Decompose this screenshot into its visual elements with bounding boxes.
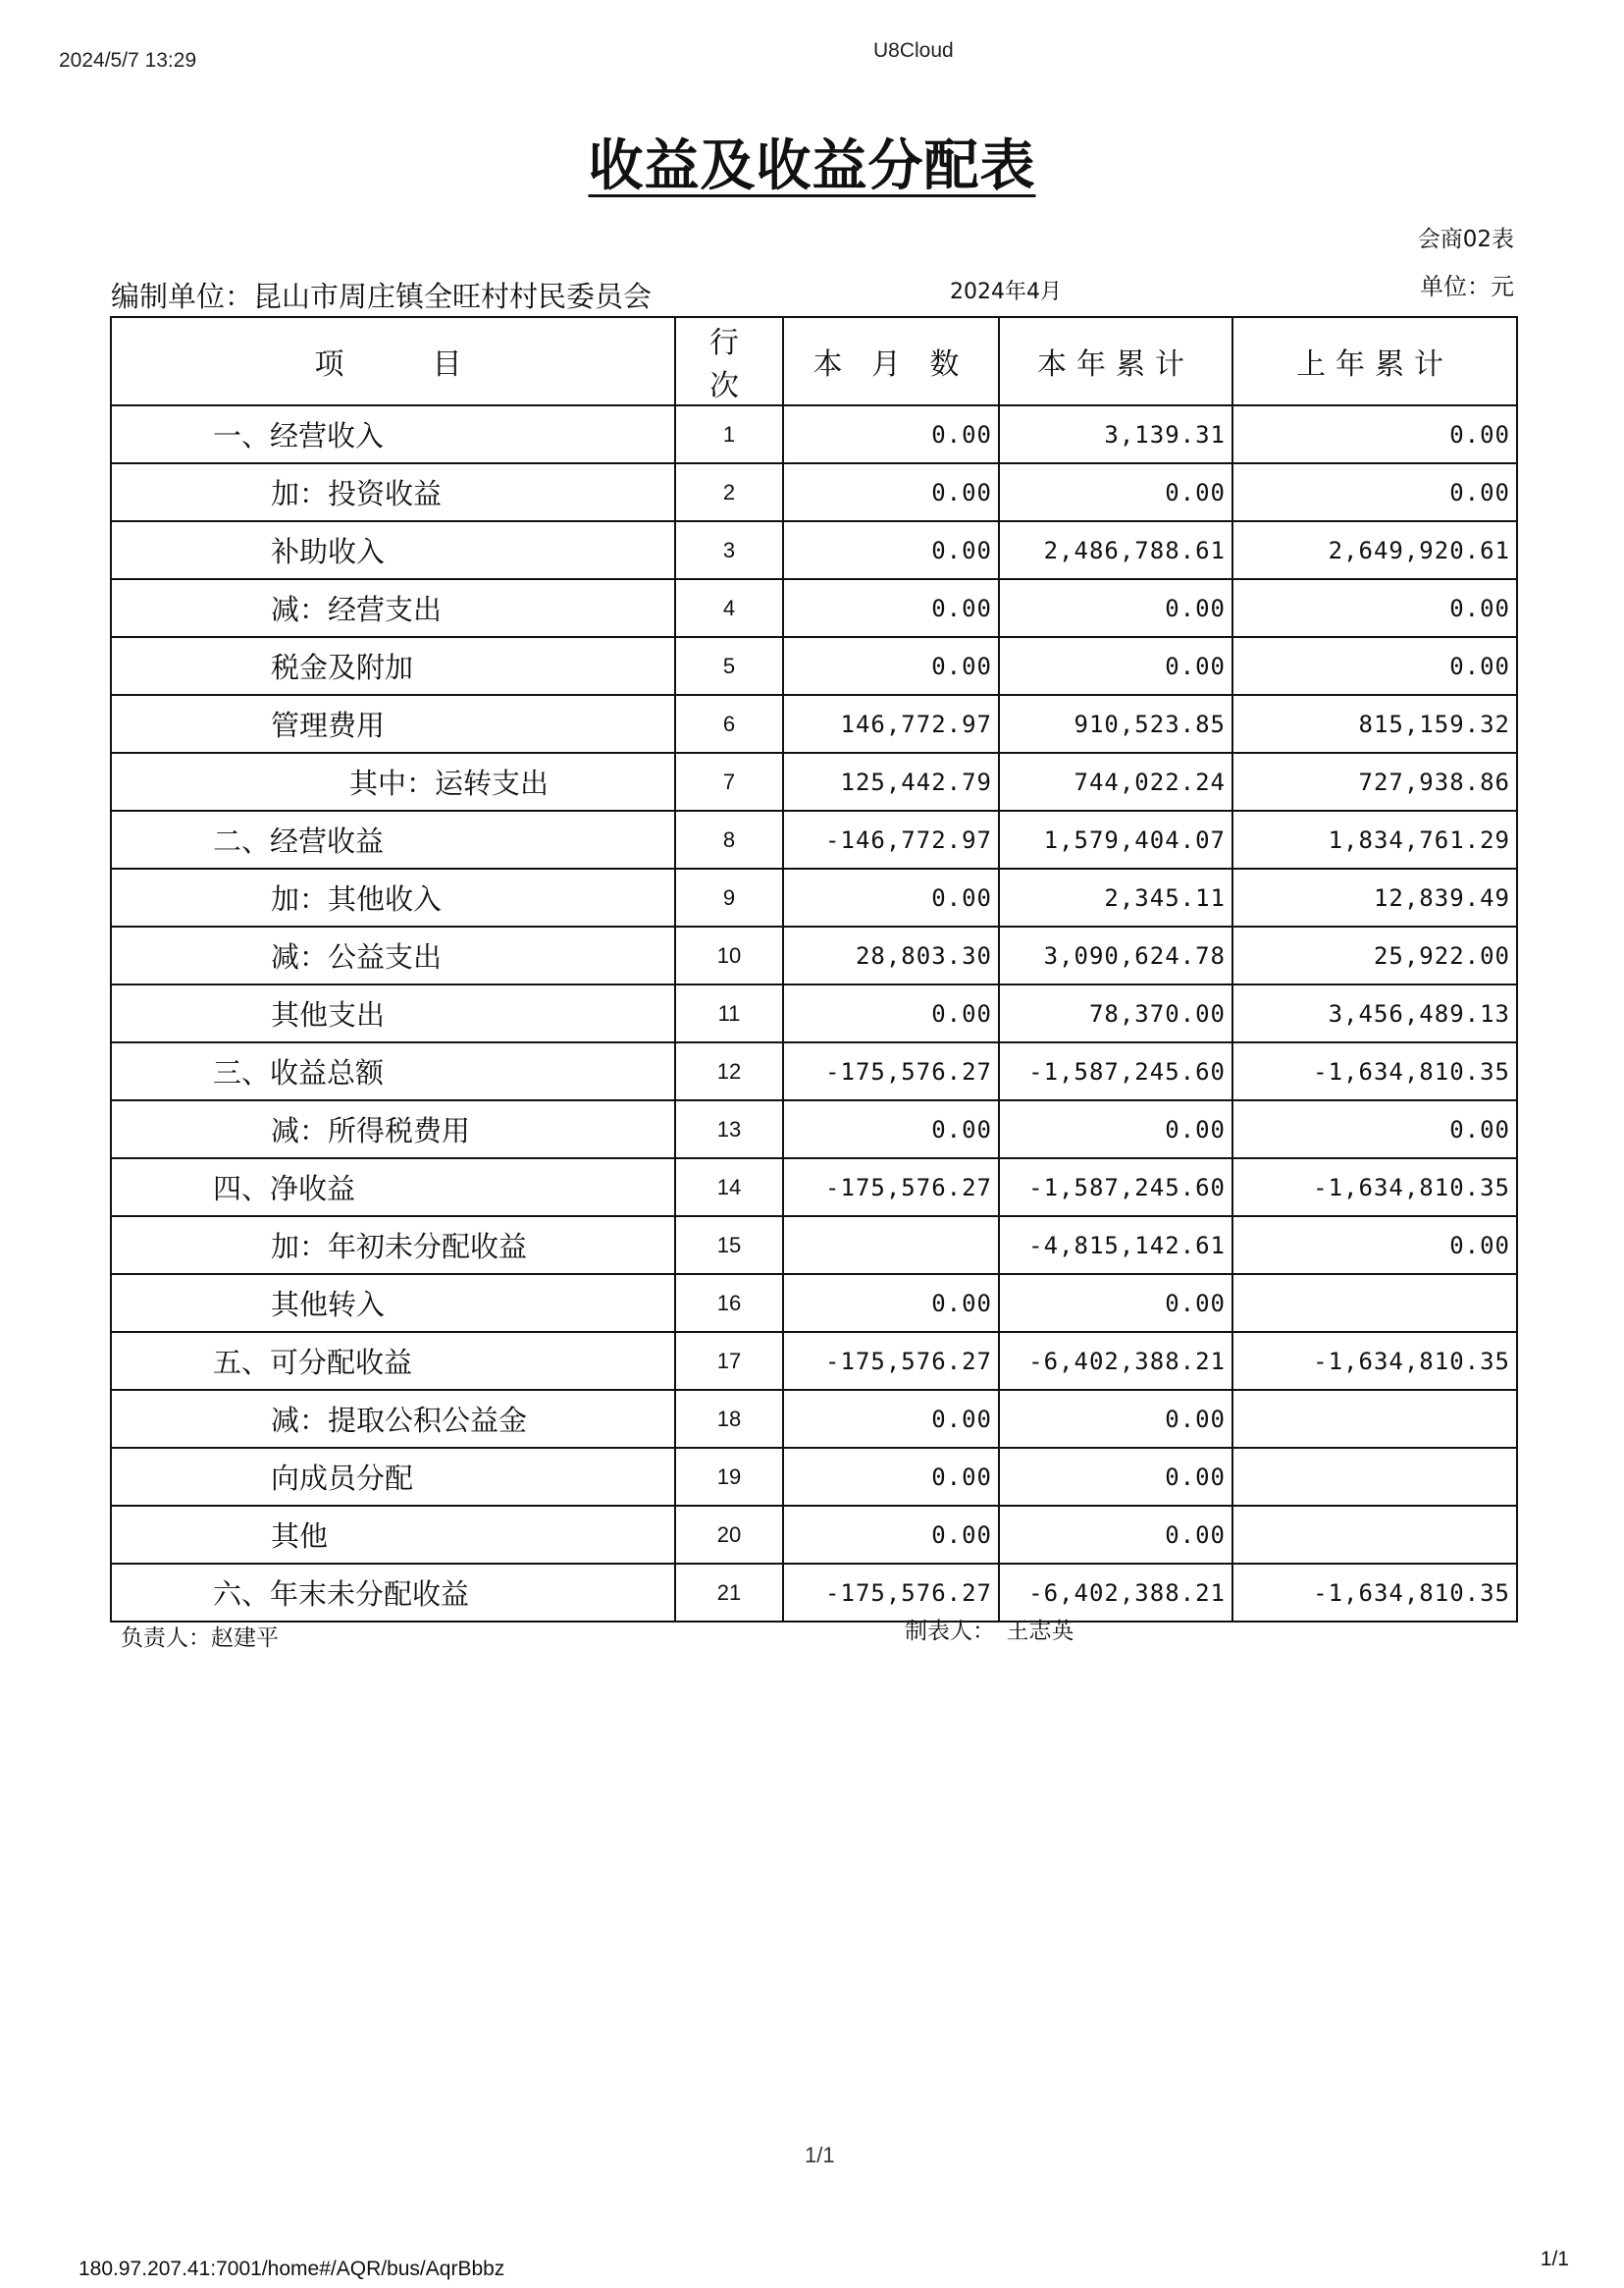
preparer: 制表人： 王志英 (905, 1619, 1074, 1644)
row-month-value: 125,442.79 (783, 753, 999, 811)
row-prev-year-value: 2,649,920.61 (1232, 521, 1517, 579)
row-month-value: 0.00 (783, 984, 999, 1042)
row-ytd-value: 0.00 (999, 579, 1232, 637)
row-item-label: 管理费用 (111, 695, 675, 753)
row-item-label: 税金及附加 (111, 637, 675, 695)
table-row (111, 1100, 1517, 1158)
row-line-number: 17 (675, 1332, 783, 1390)
row-month-value: -146,772.97 (783, 811, 999, 869)
row-ytd-value: 2,486,788.61 (999, 521, 1232, 579)
row-prev-year-value: -1,634,810.35 (1232, 1564, 1517, 1622)
row-month-value: 0.00 (783, 637, 999, 695)
row-item-label: 减：公益支出 (111, 927, 675, 984)
row-month-value: -175,576.27 (783, 1042, 999, 1100)
row-month-value: 0.00 (783, 579, 999, 637)
row-item-label: 其他转入 (111, 1274, 675, 1332)
row-line-number: 11 (675, 984, 783, 1042)
responsible-person: 负责人：赵建平 (121, 1625, 279, 1651)
row-line-number: 1 (675, 405, 783, 463)
table-row (111, 637, 1517, 695)
row-ytd-value: 0.00 (999, 1506, 1232, 1564)
table-row (111, 405, 1517, 463)
table-row (111, 753, 1517, 811)
row-prev-year-value: 0.00 (1232, 463, 1517, 521)
row-month-value: 0.00 (783, 463, 999, 521)
table-row (111, 1448, 1517, 1506)
row-ytd-value: 910,523.85 (999, 695, 1232, 753)
table-row (111, 695, 1517, 753)
row-item-label: 四、净收益 (111, 1158, 675, 1216)
column-header-month: 本 月 数 (783, 317, 999, 405)
row-month-value: 0.00 (783, 1390, 999, 1448)
row-item-label: 一、经营收入 (111, 405, 675, 463)
row-ytd-value: 0.00 (999, 1390, 1232, 1448)
row-prev-year-value: 0.00 (1232, 637, 1517, 695)
column-header-item: 项 目 (111, 317, 675, 405)
table-row (111, 927, 1517, 984)
row-ytd-value: 3,139.31 (999, 405, 1232, 463)
row-ytd-value: -6,402,388.21 (999, 1332, 1232, 1390)
row-line-number: 20 (675, 1506, 783, 1564)
column-header-ytd: 本年累计 (999, 317, 1232, 405)
row-line-number: 9 (675, 869, 783, 927)
row-item-label: 加：年初未分配收益 (111, 1216, 675, 1274)
row-line-number: 6 (675, 695, 783, 753)
row-line-number: 21 (675, 1564, 783, 1622)
form-code: 会商02表 (1417, 227, 1514, 252)
organization-label: 编制单位：昆山市周庄镇全旺村村民委员会 (111, 280, 653, 313)
row-prev-year-value: -1,634,810.35 (1232, 1042, 1517, 1100)
row-prev-year-value: 727,938.86 (1232, 753, 1517, 811)
row-item-label: 加：其他收入 (111, 869, 675, 927)
row-ytd-value: 1,579,404.07 (999, 811, 1232, 869)
row-item-label: 补助收入 (111, 521, 675, 579)
row-item-label: 向成员分配 (111, 1448, 675, 1506)
print-timestamp: 2024/5/7 13:29 (59, 49, 197, 72)
row-prev-year-value (1232, 1390, 1517, 1448)
row-line-number: 12 (675, 1042, 783, 1100)
row-prev-year-value: 0.00 (1232, 579, 1517, 637)
row-item-label: 减：所得税费用 (111, 1100, 675, 1158)
row-line-number: 13 (675, 1100, 783, 1158)
row-prev-year-value (1232, 1506, 1517, 1564)
row-item-label: 加：投资收益 (111, 463, 675, 521)
row-item-label: 其他支出 (111, 984, 675, 1042)
row-line-number: 7 (675, 753, 783, 811)
row-item-label: 其中：运转支出 (111, 753, 675, 811)
row-ytd-value: 0.00 (999, 1448, 1232, 1506)
row-ytd-value: 0.00 (999, 1100, 1232, 1158)
row-ytd-value: 0.00 (999, 463, 1232, 521)
table-row (111, 869, 1517, 927)
row-line-number: 18 (675, 1390, 783, 1448)
table-header-row (111, 317, 1517, 405)
print-url: 180.97.207.41:7001/home#/AQR/bus/AqrBbbz (79, 2258, 505, 2280)
table-row (111, 1506, 1517, 1564)
row-prev-year-value: 815,159.32 (1232, 695, 1517, 753)
row-line-number: 15 (675, 1216, 783, 1274)
table-row (111, 1390, 1517, 1448)
row-month-value: -175,576.27 (783, 1564, 999, 1622)
row-month-value: 0.00 (783, 521, 999, 579)
table-row (111, 579, 1517, 637)
row-month-value: 0.00 (783, 1448, 999, 1506)
column-header-prev-year: 上年累计 (1232, 317, 1517, 405)
row-month-value: 0.00 (783, 1506, 999, 1564)
row-item-label: 二、经营收益 (111, 811, 675, 869)
row-item-label: 其他 (111, 1506, 675, 1564)
currency-unit: 单位：元 (1420, 273, 1514, 300)
row-prev-year-value: 1,834,761.29 (1232, 811, 1517, 869)
table-body (111, 405, 1517, 1622)
report-title: 收益及收益分配表 (588, 134, 1036, 198)
row-ytd-value: 0.00 (999, 637, 1232, 695)
app-name: U8Cloud (873, 39, 954, 62)
row-item-label: 五、可分配收益 (111, 1332, 675, 1390)
row-line-number: 10 (675, 927, 783, 984)
row-prev-year-value: -1,634,810.35 (1232, 1158, 1517, 1216)
row-item-label: 减：提取公积公益金 (111, 1390, 675, 1448)
row-ytd-value: 78,370.00 (999, 984, 1232, 1042)
table-row (111, 1042, 1517, 1100)
row-prev-year-value: 0.00 (1232, 1100, 1517, 1158)
row-ytd-value: 744,022.24 (999, 753, 1232, 811)
table-row (111, 984, 1517, 1042)
row-month-value: 28,803.30 (783, 927, 999, 984)
row-prev-year-value: -1,634,810.35 (1232, 1332, 1517, 1390)
row-prev-year-value: 12,839.49 (1232, 869, 1517, 927)
row-item-label: 三、收益总额 (111, 1042, 675, 1100)
row-ytd-value: 2,345.11 (999, 869, 1232, 927)
row-line-number: 2 (675, 463, 783, 521)
table-row (111, 1216, 1517, 1274)
row-line-number: 16 (675, 1274, 783, 1332)
row-line-number: 19 (675, 1448, 783, 1506)
row-month-value: 0.00 (783, 405, 999, 463)
table-row (111, 811, 1517, 869)
page-corner-number: 1/1 (1540, 2248, 1569, 2270)
table-row (111, 1564, 1517, 1622)
table-row (111, 463, 1517, 521)
row-ytd-value: 3,090,624.78 (999, 927, 1232, 984)
row-line-number: 8 (675, 811, 783, 869)
row-line-number: 3 (675, 521, 783, 579)
row-prev-year-value (1232, 1448, 1517, 1506)
income-distribution-table (110, 316, 1516, 1623)
page-number: 1/1 (805, 2143, 835, 2167)
row-prev-year-value: 25,922.00 (1232, 927, 1517, 984)
row-prev-year-value (1232, 1274, 1517, 1332)
row-ytd-value: -6,402,388.21 (999, 1564, 1232, 1622)
report-period: 2024年4月 (950, 280, 1062, 304)
row-prev-year-value: 0.00 (1232, 405, 1517, 463)
row-month-value: -175,576.27 (783, 1332, 999, 1390)
row-month-value: -175,576.27 (783, 1158, 999, 1216)
row-month-value: 0.00 (783, 1274, 999, 1332)
row-line-number: 14 (675, 1158, 783, 1216)
row-ytd-value: -1,587,245.60 (999, 1158, 1232, 1216)
row-prev-year-value: 3,456,489.13 (1232, 984, 1517, 1042)
row-ytd-value: 0.00 (999, 1274, 1232, 1332)
row-item-label: 六、年末未分配收益 (111, 1564, 675, 1622)
row-month-value (783, 1216, 999, 1274)
table-row (111, 1332, 1517, 1390)
row-prev-year-value: 0.00 (1232, 1216, 1517, 1274)
row-ytd-value: -4,815,142.61 (999, 1216, 1232, 1274)
row-line-number: 4 (675, 579, 783, 637)
table-row (111, 521, 1517, 579)
row-item-label: 减：经营支出 (111, 579, 675, 637)
row-line-number: 5 (675, 637, 783, 695)
table-row (111, 1158, 1517, 1216)
row-month-value: 0.00 (783, 1100, 999, 1158)
row-month-value: 0.00 (783, 869, 999, 927)
row-month-value: 146,772.97 (783, 695, 999, 753)
column-header-line: 行 次 (675, 317, 783, 405)
row-ytd-value: -1,587,245.60 (999, 1042, 1232, 1100)
table-row (111, 1274, 1517, 1332)
